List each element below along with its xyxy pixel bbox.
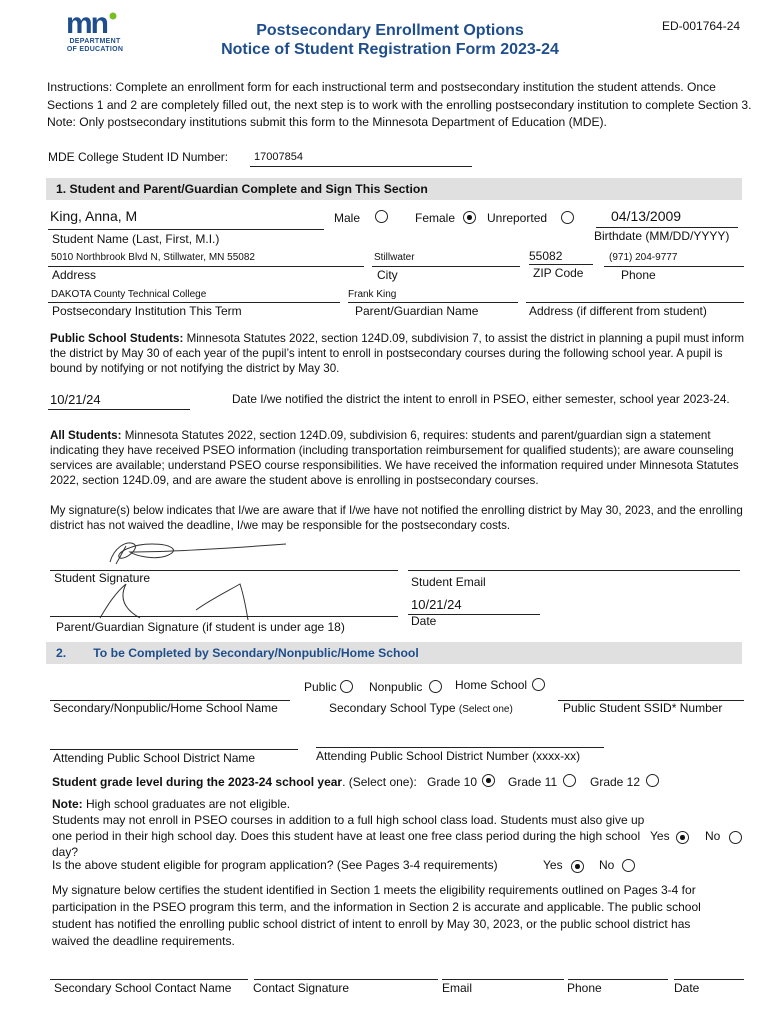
phone-value[interactable]: (971) 204-9777 — [609, 252, 678, 263]
student-name-line — [48, 229, 324, 230]
notify-date-label: Date I/we notified the district the intent to enroll in PSEO, either semester, school year 2023-24. — [232, 392, 730, 406]
ssid-label: Public Student SSID* Number — [563, 701, 723, 715]
type-home-radio[interactable] — [532, 678, 545, 691]
student-signature-image — [96, 532, 296, 572]
graduate-note — [52, 797, 290, 812]
contact-signature-line — [254, 979, 438, 980]
guardian-signature-line — [50, 616, 398, 617]
school-type-text: Secondary School Type — [329, 701, 456, 715]
district-number-line — [316, 747, 604, 748]
gender-female-label: Female — [415, 211, 456, 225]
eligible-no-label: No — [599, 858, 615, 872]
zip-value[interactable]: 55082 — [529, 249, 563, 263]
alt-address-label: Address (if different from student) — [529, 304, 707, 318]
birthdate-value[interactable]: 04/13/2009 — [611, 208, 682, 224]
guardian-signature-label: Parent/Guardian Signature (if student is under age 18) — [56, 620, 345, 634]
mde-logo — [58, 10, 132, 56]
zip-line — [529, 264, 593, 265]
student-email-line — [408, 570, 740, 571]
free-period-yes-label: Yes — [650, 829, 670, 843]
public-school-text: Minnesota Statutes 2022, section 124D.09, subdivision 7, to assist the district in planning a pupil must inform the district by May 30 of each year of the pupil’s intent to enroll in postsecondary courses during the following school year. A pupil is bound by notifying or not notifying the district by May 30. — [50, 332, 745, 375]
city-value[interactable]: Stillwater — [374, 252, 415, 263]
contact-date-label: Date — [674, 981, 700, 995]
type-nonpublic-label: Nonpublic — [369, 680, 423, 694]
section-2-heading: 2. To be Completed by Secondary/Nonpublic/Home School — [56, 646, 419, 660]
institution-value[interactable]: DAKOTA County Technical College — [51, 289, 207, 300]
alt-address-line — [526, 302, 744, 303]
mde-id-label: MDE College Student ID Number: — [48, 150, 229, 164]
birthdate-label: Birthdate (MM/DD/YYYY) — [594, 229, 730, 243]
certification-statement: My signature below certifies the student identified in Section 1 meets the eligibility requirements outlined on Pages 3-4 for participation in the PSEO program this term, and the information in Section 2 is accurate and applicable. The public school student has notified the enrolling public school district of intent to enroll by May 30, 2023, or the public school district has waived the deadline requirements. — [52, 883, 701, 948]
free-period-yes-radio[interactable] — [676, 831, 689, 844]
contact-signature-label: Contact Signature — [253, 981, 350, 995]
grade-11-label: Grade 11 — [508, 775, 558, 789]
district-number-label: Attending Public School District Number (xxxx-xx) — [316, 749, 581, 763]
gender-unreported-radio[interactable] — [561, 211, 574, 224]
grade-question-bold: Student grade level during the 2023-24 school year — [52, 775, 343, 789]
address-value[interactable]: 5010 Northbrook Blvd N, Stillwater, MN 55082 — [51, 252, 255, 263]
mn-logo-mark — [58, 10, 132, 36]
all-students-heading: All Students: — [50, 429, 122, 442]
grade-10-radio[interactable] — [482, 774, 495, 787]
institution-line — [48, 302, 340, 303]
district-name-line — [50, 749, 298, 750]
phone-line — [604, 266, 744, 267]
school-name-label: Secondary/Nonpublic/Home School Name — [53, 701, 278, 715]
student-email-label: Student Email — [411, 575, 486, 589]
type-public-label: Public — [304, 680, 337, 694]
type-home-label: Home School — [455, 678, 528, 692]
mde-id-value[interactable]: 17007854 — [254, 151, 303, 163]
phone-label: Phone — [621, 268, 656, 282]
district-name-label: Attending Public School District Name — [53, 751, 256, 765]
eligible-yes-label: Yes — [543, 858, 563, 872]
school-type-hint: (Select one) — [458, 704, 513, 715]
public-school-statement — [50, 331, 750, 376]
grade-question — [52, 775, 417, 790]
contact-phone-label: Phone — [567, 981, 602, 995]
instructions: Instructions: Complete an enrollment form for each instructional term and postsecondary institution the student attends. Once Sections 1 and 2 are completely filled out, the next step is to work with the enrolling postsecondary institution to complete Section 3. Note: Only postsecondary institutions submit this form to the Minnesota Department of Education (MDE). — [47, 80, 752, 129]
free-period-no-label: No — [705, 829, 721, 843]
section-1-heading: 1. Student and Parent/Guardian Complete and Sign This Section — [56, 182, 428, 196]
zip-label: ZIP Code — [533, 266, 584, 280]
contact-name-line — [50, 979, 248, 980]
grade-10-label: Grade 10 — [427, 775, 478, 789]
student-name-label: Student Name (Last, First, M.I.) — [52, 232, 220, 246]
address-label: Address — [52, 268, 97, 282]
logo-line-2: OF EDUCATION — [66, 46, 124, 53]
grade-11-radio[interactable] — [563, 774, 576, 787]
address-line — [48, 266, 364, 267]
notify-date-value[interactable]: 10/21/24 — [50, 392, 101, 407]
contact-name-label: Secondary School Contact Name — [54, 981, 232, 995]
form-code: ED-001764-24 — [662, 19, 741, 33]
all-students-statement — [50, 428, 750, 488]
notify-date-line — [48, 409, 190, 410]
contact-date-line — [674, 979, 744, 980]
free-period-no-radio[interactable] — [729, 831, 742, 844]
type-public-radio[interactable] — [340, 680, 353, 693]
contact-phone-line — [568, 979, 668, 980]
all-students-text: Minnesota Statutes 2022, section 124D.09, subdivision 6, requires: students and parent/guardian sign a statement indicating they have received PSEO information (including transportation reimbursement for qualified students); are aware counseling services are available; understand PSEO course responsibilities. We have received the information required under Minnesota Statutes 2022, section 124D.09, and are aware the student above is enrolling in postsecondary courses. — [50, 429, 739, 487]
city-label: City — [377, 268, 398, 282]
guardian-name-line — [348, 302, 518, 303]
gender-unreported-label: Unreported — [487, 211, 548, 225]
free-period-question: Students may not enroll in PSEO courses in addition to a full high school class load. Students must also give up one period in their high school day. Does this student have at least one free class period during the high school day? — [52, 813, 645, 859]
grade-question-rest: . (Select one): — [342, 775, 417, 789]
sign-date-label: Date — [411, 614, 437, 628]
sign-date-value[interactable]: 10/21/24 — [411, 597, 462, 612]
graduate-note-text: High school graduates are not eligible. — [82, 797, 291, 811]
type-nonpublic-radio[interactable] — [429, 680, 442, 693]
mde-id-line — [250, 166, 472, 167]
form-title-1: Postsecondary Enrollment Options — [256, 22, 524, 39]
eligible-yes-radio[interactable] — [571, 860, 584, 873]
city-line — [372, 266, 520, 267]
guardian-name-label: Parent/Guardian Name — [355, 304, 479, 318]
gender-male-label: Male — [334, 211, 361, 225]
student-name-value[interactable]: King, Anna, M — [50, 208, 138, 224]
signature-statement: My signature(s) below indicates that I/we are aware that if I/we have not notified the enrolling district by May 30, 2023, and the enrolling district has not waived the deadline, I/we may be responsible for the postsecondary costs. — [50, 504, 743, 532]
eligible-no-radio[interactable] — [622, 859, 635, 872]
gender-female-radio[interactable] — [463, 211, 476, 224]
contact-email-label: Email — [442, 981, 473, 995]
eligibility-question: Is the above student eligible for program application? (See Pages 3-4 requirements) — [52, 858, 498, 872]
svg-text:mn: mn — [66, 10, 107, 36]
public-school-heading: Public School Students: — [50, 332, 184, 345]
guardian-name-value[interactable]: Frank King — [348, 289, 397, 300]
grade-12-radio[interactable] — [646, 774, 659, 787]
student-signature-label: Student Signature — [54, 571, 151, 585]
institution-label: Postsecondary Institution This Term — [52, 304, 242, 318]
birthdate-line — [596, 227, 738, 228]
form-title-2: Notice of Student Registration Form 2023-24 — [221, 41, 559, 58]
logo-line-1: DEPARTMENT — [69, 38, 121, 45]
school-type-label — [329, 701, 513, 717]
grade-12-label: Grade 12 — [590, 775, 641, 789]
contact-email-line — [442, 979, 564, 980]
graduate-note-bold: Note: — [52, 797, 83, 811]
gender-male-radio[interactable] — [375, 210, 388, 223]
